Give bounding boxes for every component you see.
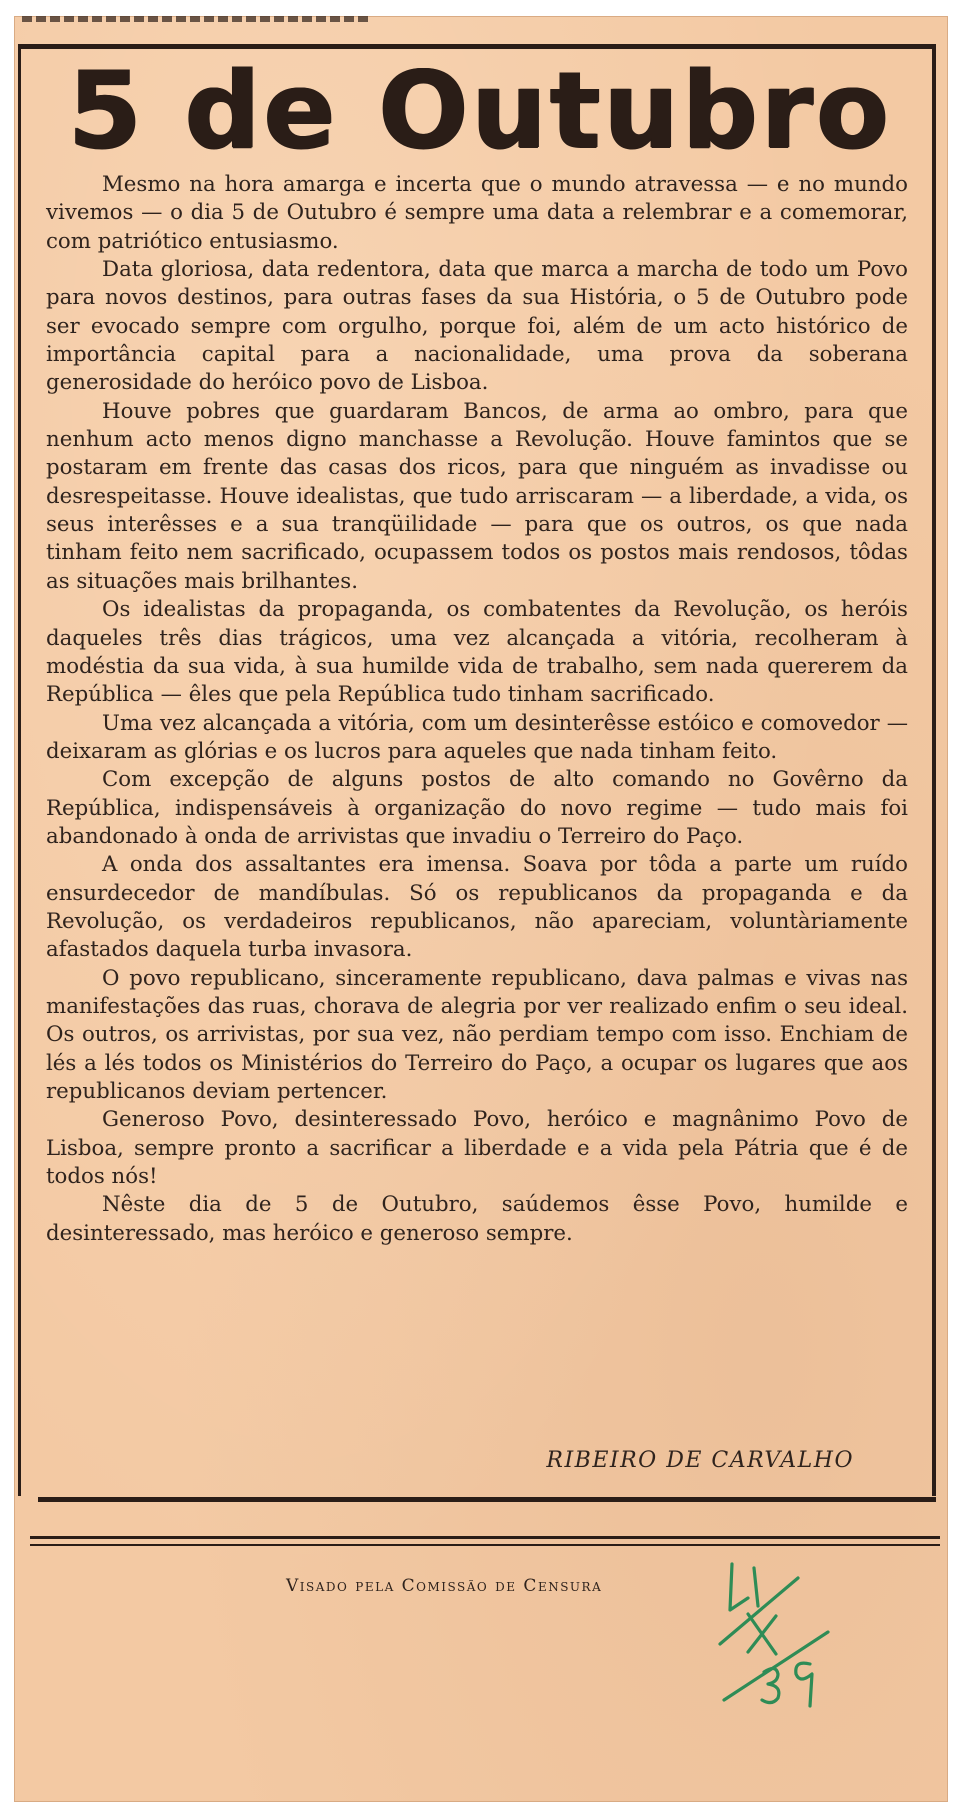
article-title: 5 de Outubro [67,49,892,172]
article-bottom-rule [38,1497,936,1502]
paragraph: Uma vez alcançada a vitória, com um desinterêsse estóico e comovedor — deixaram as glórias e os lucros para aqueles que nada tinham feito. [46,710,908,764]
paragraph: O povo republicano, sinceramente republicano, dava palmas e vivas nas manifestações das ruas, chorava de alegria por ver realizado enfim o seu ideal. Os outros, os arrivistas, por sua vez, não perdiam tempo com isso. Enchiam de lés a lés todos os Ministérios do Terreiro do Paço, a ocupar os lugares que aos republicanos deviam pertencer. [46,965,908,1104]
paragraph: A onda dos assaltantes era imensa. Soava por tôda a parte um ruído ensurdecedor de mandíbulas. Só os republicanos da propaganda e da Revolução, os verdadeiros republicanos, não apareciam, voluntàriamente afastados daquela turba invasora. [46,852,908,963]
censorship-notice: Visado pela Comissão de Censura [286,1576,603,1596]
paragraph: Houve pobres que guardaram Bancos, de arma ao ombro, para que nenhum acto menos digno manchasse a Revolução. Houve famintos que se postaram em frente das casas dos ricos, para que ninguém as invadisse ou desrespeitasse. Houve idealistas, que tudo arriscaram — a liberdade, a vida, os seus interêsses e a sua tranqüilidade — para que os outros, os que nada tinham feito nem sacrificado, ocupassem todos os postos mais rendosos, tôdas as situações mais brilhantes. [46,398,908,594]
paragraph: Com excepção de alguns postos de alto comando no Govêrno da República, indispensáveis à organização do novo regime — tudo mais foi abandonado à onda de arrivistas que invadiu o Terreiro do Paço. [46,767,908,849]
footer-rule-bottom [30,1544,940,1546]
footer-rule-top [30,1536,940,1539]
author-signature: RIBEIRO DE CARVALHO [546,1448,854,1473]
article-body [46,171,908,1248]
paragraph: Generoso Povo, desinteressado Povo, heróico e magnânimo Povo de Lisboa, sempre pronto a sacrificar a liberdade e a vida pela Pátria que é de todos nós! [46,1107,908,1190]
paragraph: Nêste dia de 5 de Outubro, saúdemos êsse Povo, humilde e desinteressado, mas heróico e generoso sempre. [46,1192,908,1246]
paragraph: Data gloriosa, data redentora, data que marca a marcha de todo um Povo para novos destinos, para outras fases da sua História, o 5 de Outubro pode ser evocado sempre com orgulho, porque foi, além de um acto histórico de importância capital para a nacionalidade, uma prova da soberana generosidade do heróico povo de Lisboa. [46,257,908,396]
paragraph: Mesmo na hora amarga e incerta que o mundo atravessa — e no mundo vivemos — o dia 5 de Outubro é sempre uma data a relembrar e a comemorar, com patriótico entusiasmo. [46,172,908,254]
paragraph: Os idealistas da propaganda, os combatentes da Revolução, os heróis daqueles três dias trágicos, uma vez alcançada a vitória, recolheram à modéstia da sua vida, à sua humilde vida de trabalho, sem nada quererem da República — êles que pela República tudo tinham sacrificado. [46,597,908,708]
torn-top-edge [22,16,372,22]
censorship-date-stamp [718,1556,838,1716]
handwritten-date-icon [720,1564,828,1706]
